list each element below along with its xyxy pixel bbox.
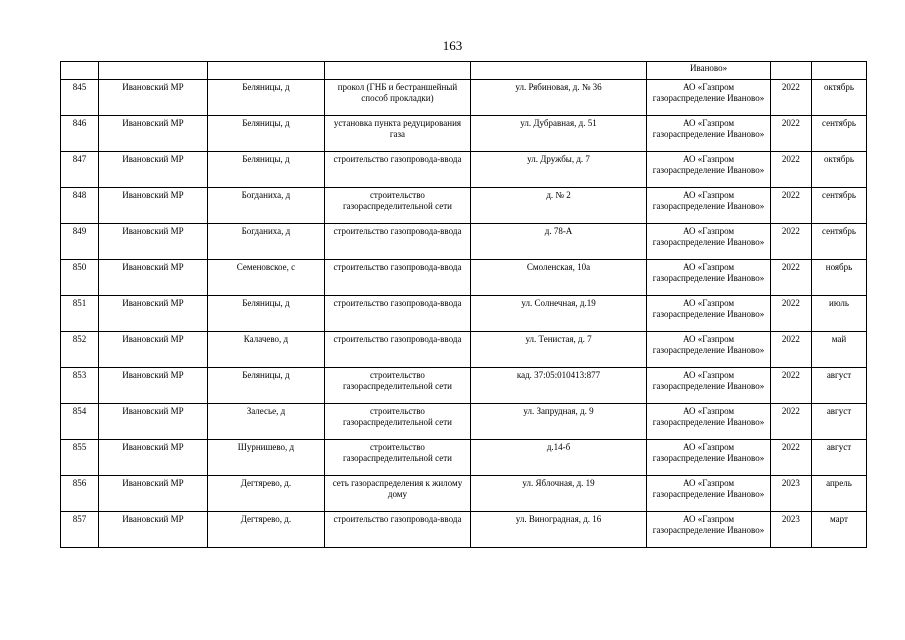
cell-organization: АО «Газпром газораспределение Иваново»: [647, 224, 771, 260]
cell-month: апрель: [812, 476, 867, 512]
cell-month: март: [812, 512, 867, 548]
cell-month: октябрь: [812, 152, 867, 188]
cell-work: строительство газопровода-ввода: [325, 512, 471, 548]
cell-settlement: Дегтярево, д.: [207, 476, 324, 512]
cell-settlement: Семеновское, с: [207, 260, 324, 296]
table-row: [61, 296, 867, 332]
cell-work: строительство газораспределительной сети: [325, 188, 471, 224]
cell-month: май: [812, 332, 867, 368]
cell-month: сентябрь: [812, 116, 867, 152]
cell-year: 2022: [770, 260, 811, 296]
cell-organization: АО «Газпром газораспределение Иваново»: [647, 188, 771, 224]
table-row: [61, 152, 867, 188]
cell-num: 850: [61, 260, 99, 296]
table-row: [61, 224, 867, 260]
cell-num: 851: [61, 296, 99, 332]
cell-address: ул. Виноградная, д. 16: [470, 512, 646, 548]
cell-settlement: Беляницы, д: [207, 80, 324, 116]
table-row: [61, 512, 867, 548]
table-row: [61, 260, 867, 296]
cell-settlement: Богданиха, д: [207, 224, 324, 260]
cell-settlement: Дегтярево, д.: [207, 512, 324, 548]
cell-num: [61, 62, 99, 80]
cell-settlement: Залесье, д: [207, 404, 324, 440]
table-row: [61, 404, 867, 440]
cell-address: кад. 37:05:010413:877: [470, 368, 646, 404]
cell-organization: АО «Газпром газораспределение Иваново»: [647, 80, 771, 116]
cell-work: строительство газопровода-ввода: [325, 332, 471, 368]
cell-num: 848: [61, 188, 99, 224]
cell-year: 2022: [770, 116, 811, 152]
cell-work: строительство газопровода-ввода: [325, 152, 471, 188]
cell-organization: АО «Газпром газораспределение Иваново»: [647, 260, 771, 296]
cell-num: 845: [61, 80, 99, 116]
cell-year: 2022: [770, 188, 811, 224]
cell-work: строительство газораспределительной сети: [325, 404, 471, 440]
cell-district: Ивановский МР: [99, 404, 208, 440]
cell-organization: АО «Газпром газораспределение Иваново»: [647, 476, 771, 512]
cell-num: 857: [61, 512, 99, 548]
table-row: [61, 476, 867, 512]
gasification-table: [60, 61, 867, 548]
cell-year: 2022: [770, 368, 811, 404]
cell-address: ул. Яблочная, д. 19: [470, 476, 646, 512]
cell-organization: АО «Газпром газораспределение Иваново»: [647, 404, 771, 440]
cell-work: строительство газораспределительной сети: [325, 368, 471, 404]
cell-work: прокол (ГНБ и бестраншейный способ прокладки): [325, 80, 471, 116]
cell-num: 846: [61, 116, 99, 152]
cell-month: июль: [812, 296, 867, 332]
cell-district: Ивановский МР: [99, 224, 208, 260]
table-row: [61, 188, 867, 224]
cell-month: сентябрь: [812, 224, 867, 260]
cell-settlement: Беляницы, д: [207, 152, 324, 188]
cell-district: Ивановский МР: [99, 476, 208, 512]
cell-district: Ивановский МР: [99, 296, 208, 332]
cell-work: установка пункта редуцирования газа: [325, 116, 471, 152]
cell-district: Ивановский МР: [99, 368, 208, 404]
cell-district: [99, 62, 208, 80]
cell-address: ул. Запрудная, д. 9: [470, 404, 646, 440]
cell-address: ул. Дружбы, д. 7: [470, 152, 646, 188]
cell-month: август: [812, 440, 867, 476]
cell-year: 2023: [770, 512, 811, 548]
cell-address: ул. Рябиновая, д. № 36: [470, 80, 646, 116]
table-row: [61, 440, 867, 476]
cell-address: Смоленская, 10а: [470, 260, 646, 296]
cell-district: Ивановский МР: [99, 332, 208, 368]
cell-year: 2023: [770, 476, 811, 512]
cell-work: сеть газораспределения к жилому дому: [325, 476, 471, 512]
cell-settlement: Беляницы, д: [207, 296, 324, 332]
cell-address: ул. Дубравная, д. 51: [470, 116, 646, 152]
cell-year: 2022: [770, 224, 811, 260]
cell-address: [470, 62, 646, 80]
cell-month: август: [812, 404, 867, 440]
cell-num: 852: [61, 332, 99, 368]
cell-settlement: Беляницы, д: [207, 368, 324, 404]
cell-organization: АО «Газпром газораспределение Иваново»: [647, 368, 771, 404]
cell-settlement: Беляницы, д: [207, 116, 324, 152]
cell-address: ул. Тенистая, д. 7: [470, 332, 646, 368]
cell-address: д.14-б: [470, 440, 646, 476]
cell-district: Ивановский МР: [99, 260, 208, 296]
cell-num: 854: [61, 404, 99, 440]
cell-num: 855: [61, 440, 99, 476]
cell-work: строительство газопровода-ввода: [325, 296, 471, 332]
table-row: [61, 116, 867, 152]
cell-month: сентябрь: [812, 188, 867, 224]
cell-num: 849: [61, 224, 99, 260]
table-row: [61, 368, 867, 404]
cell-address: д. 78-А: [470, 224, 646, 260]
cell-settlement: Шурнишево, д: [207, 440, 324, 476]
page-number: 163: [442, 38, 463, 53]
cell-year: 2022: [770, 152, 811, 188]
cell-work: [325, 62, 471, 80]
cell-organization: АО «Газпром газораспределение Иваново»: [647, 512, 771, 548]
cell-month: [812, 62, 867, 80]
cell-district: Ивановский МР: [99, 188, 208, 224]
cell-settlement: Богданиха, д: [207, 188, 324, 224]
continuation-row: [61, 62, 867, 80]
cell-num: 853: [61, 368, 99, 404]
cell-month: ноябрь: [812, 260, 867, 296]
cell-settlement: [207, 62, 324, 80]
cell-address: д. № 2: [470, 188, 646, 224]
cell-month: август: [812, 368, 867, 404]
cell-month: октябрь: [812, 80, 867, 116]
cell-year: 2022: [770, 80, 811, 116]
cell-address: ул. Солнечная, д.19: [470, 296, 646, 332]
cell-year: 2022: [770, 404, 811, 440]
cell-year: [770, 62, 811, 80]
table-row: [61, 332, 867, 368]
cell-year: 2022: [770, 332, 811, 368]
cell-organization: АО «Газпром газораспределение Иваново»: [647, 440, 771, 476]
cell-year: 2022: [770, 440, 811, 476]
cell-organization: АО «Газпром газораспределение Иваново»: [647, 152, 771, 188]
cell-organization: Иваново»: [647, 62, 771, 80]
cell-num: 856: [61, 476, 99, 512]
table-row: [61, 80, 867, 116]
cell-work: строительство газопровода-ввода: [325, 224, 471, 260]
cell-district: Ивановский МР: [99, 80, 208, 116]
cell-work: строительство газопровода-ввода: [325, 260, 471, 296]
cell-district: Ивановский МР: [99, 512, 208, 548]
cell-num: 847: [61, 152, 99, 188]
cell-district: Ивановский МР: [99, 152, 208, 188]
cell-year: 2022: [770, 296, 811, 332]
cell-work: строительство газораспределительной сети: [325, 440, 471, 476]
cell-district: Ивановский МР: [99, 440, 208, 476]
cell-organization: АО «Газпром газораспределение Иваново»: [647, 296, 771, 332]
cell-settlement: Калачево, д: [207, 332, 324, 368]
cell-district: Ивановский МР: [99, 116, 208, 152]
cell-organization: АО «Газпром газораспределение Иваново»: [647, 332, 771, 368]
cell-organization: АО «Газпром газораспределение Иваново»: [647, 116, 771, 152]
